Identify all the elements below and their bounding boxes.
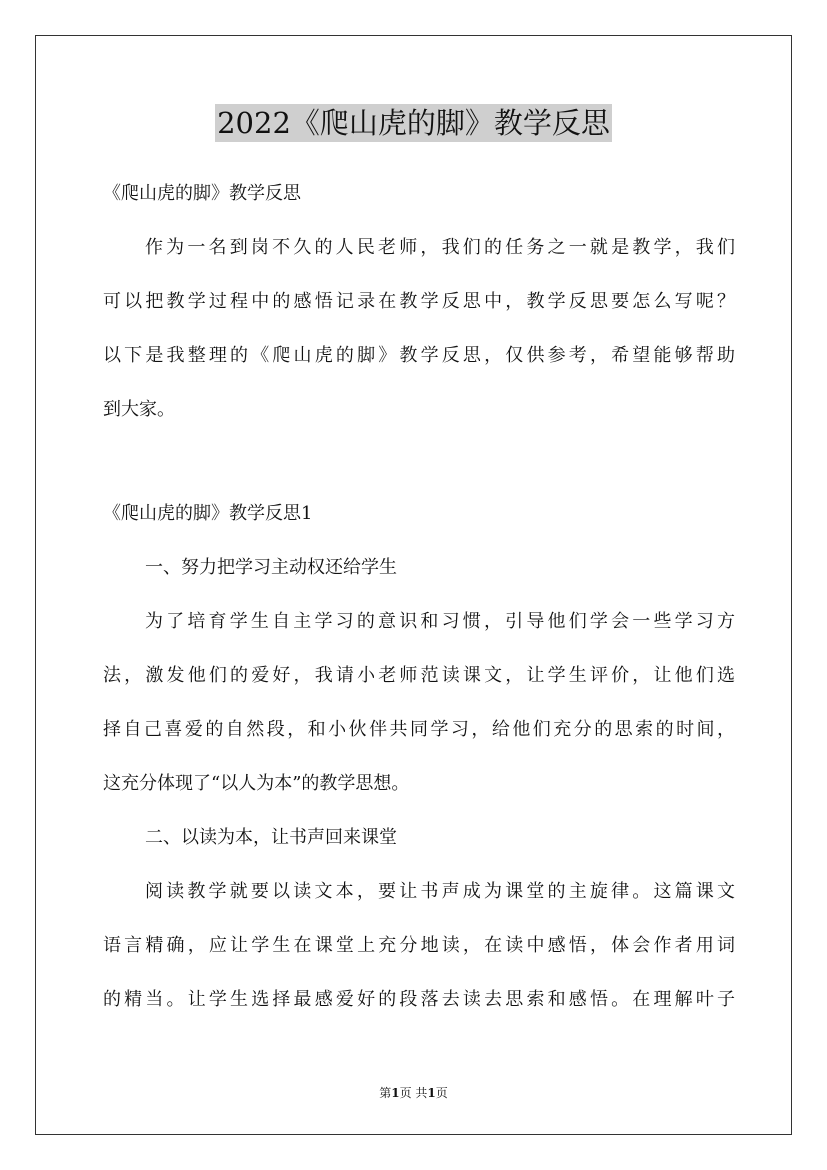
- para1-line: 这充分体现了“以人为本”的教学思想。: [103, 773, 410, 794]
- spacer: [103, 802, 735, 820]
- para1-line: 为了培育学生自主学习的意识和习惯，引导他们学会一些学习方: [145, 611, 735, 632]
- para1-line: 择自己喜爱的自然段，和小伙伴共同学习，给他们充分的思索的时间，: [103, 719, 735, 740]
- footer-total-pages: 1: [427, 1086, 436, 1100]
- footer-mid: 页 共: [399, 1086, 428, 1100]
- spacer: [103, 910, 735, 928]
- section-title: 《爬山虎的脚》教学反思1: [103, 503, 313, 524]
- footer-prefix: 第: [379, 1086, 392, 1100]
- para2-line: 语言精确，应让学生在课堂上充分地读，在读中感悟，体会作者用词: [103, 935, 735, 956]
- para1-line: 法，激发他们的爱好，我请小老师范读课文，让学生评价，让他们选: [103, 665, 735, 686]
- spacer: [103, 856, 735, 874]
- subtitle: 《爬山虎的脚》教学反思: [103, 183, 301, 204]
- document-body: [103, 176, 735, 1018]
- intro-line: 可以把教学过程中的感悟记录在教学反思中，教学反思要怎么写呢？: [103, 291, 735, 312]
- spacer: [103, 212, 735, 230]
- intro-line: 作为一名到岗不久的人民老师，我们的任务之一就是教学，我们: [145, 237, 735, 258]
- intro-line: 到大家。: [103, 399, 175, 420]
- para2-line: 阅读教学就要以读文本，要让书声成为课堂的主旋律。这篇课文: [145, 881, 735, 902]
- spacer: [103, 694, 735, 712]
- footer-page-number: 1: [391, 1086, 400, 1100]
- heading-1: 一、努力把学习主动权还给学生: [145, 557, 397, 578]
- spacer: [103, 374, 735, 392]
- spacer: [103, 748, 735, 766]
- document-title: 2022《爬山虎的脚》教学反思: [217, 106, 610, 140]
- intro-line: 以下是我整理的《爬山虎的脚》教学反思，仅供参考，希望能够帮助: [103, 345, 735, 366]
- section-spacer: [103, 428, 735, 496]
- spacer: [103, 532, 735, 550]
- page-footer: [0, 1084, 827, 1101]
- title-wrap: [0, 104, 827, 142]
- heading-2: 二、以读为本，让书声回来课堂: [145, 827, 397, 848]
- spacer: [103, 964, 735, 982]
- spacer: [103, 266, 735, 284]
- footer-suffix: 页: [435, 1086, 448, 1100]
- spacer: [103, 640, 735, 658]
- para2-line: 的精当。让学生选择最感爱好的段落去读去思索和感悟。在理解叶子: [103, 989, 735, 1010]
- spacer: [103, 320, 735, 338]
- spacer: [103, 586, 735, 604]
